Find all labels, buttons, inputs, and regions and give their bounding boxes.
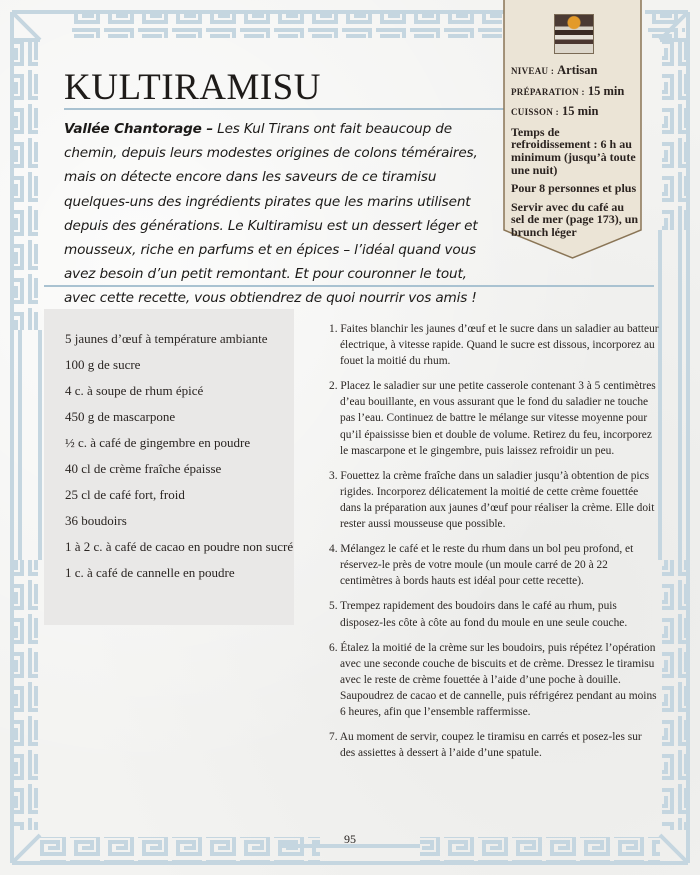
ingredient-item: 40 cl de crème fraîche épaisse xyxy=(65,461,222,476)
intro-text: Les Kul Tirans ont fait beaucoup de chemin, depuis leurs modestes origines de colons téméraires, mais on détecte encore dans les saveurs de ce tiramisu quelques-uns des ingrédients pirates que les marins utilisent depuis des générations. Le Kultiramisu est un dessert léger et mousseux, riche en parfums et en épices – l’idéal quand vous avez besoin d’un petit remontant. Et pour couronner le tout, avec cette recette, vous obtiendrez de quoi nourrir vos amis ! xyxy=(64,121,478,307)
ingredient-item: 5 jaunes d’œuf à température ambiante xyxy=(65,331,268,346)
preparation-steps xyxy=(329,321,659,770)
recipe-info-banner xyxy=(503,0,642,260)
step-item: 1. Faites blanchir les jaunes d’œuf et le sucre dans un saladier au batteur électrique, à vitesse rapide. Quand le sucre est dissous, incorporez au fouet la moitié du rhum. xyxy=(329,323,659,368)
recipe-title: KULTIRAMISU xyxy=(64,67,321,108)
ingredient-item: 25 cl de café fort, froid xyxy=(65,487,185,502)
pairing-suggestion: Servir avec du café au sel de mer (page 173), un brunch léger xyxy=(511,199,639,239)
prep-row xyxy=(511,85,639,99)
servings: Pour 8 personnes et plus xyxy=(511,181,637,196)
ingredient-item: 100 g de sucre xyxy=(65,357,141,372)
ingredient-item: 1 c. à café de cannelle en poudre xyxy=(65,565,235,580)
intro-location: Vallée Chantorage – xyxy=(64,121,213,137)
recipe-intro xyxy=(64,117,494,311)
cook-label: CUISSON : xyxy=(511,107,559,118)
ingredients-panel xyxy=(44,309,294,625)
cook-row xyxy=(511,105,639,119)
prep-label: PRÉPARATION : xyxy=(511,86,585,97)
step-item: 4. Mélangez le café et le reste du rhum dans un bol peu profond, et réservez-le près de votre moule (un moule carré de 20 à 22 centimètres à bords hauts est idéal pour cette recette). xyxy=(329,543,634,588)
step-item: 5. Trempez rapidement des boudoirs dans le café au rhum, puis disposez-les côte à côte au fond du moule en une seule couche. xyxy=(329,600,628,629)
page-number: 95 xyxy=(344,832,356,846)
ingredient-item: 1 à 2 c. à café de cacao en poudre non sucré xyxy=(65,539,294,554)
ingredient-item: 450 g de mascarpone xyxy=(65,409,176,424)
chill-time: Temps de refroidissement : 6 h au minimum (jusqu’à toute une nuit) xyxy=(511,124,636,177)
ingredients-list xyxy=(44,309,294,586)
level-label: NIVEAU : xyxy=(511,66,555,76)
step-item: 3. Fouettez la crème fraîche dans un saladier jusqu’à obtention de pics rigides. Incorporez délicatement la moitié de cette crème fouettée dans la préparation aux jaunes d’œuf pour réaliser la crème. Elle doit rester aussi mousseuse que possible. xyxy=(329,469,655,531)
level-value: Artisan xyxy=(557,63,598,77)
step-item: 2. Placez le saladier sur une petite casserole contenant 3 à 5 centimètres d’eau bouillante, en vous assurant que le fond du saladier ne touche pas l’eau. Continuez de battre le mélange sur vitesse moyenne pour qu’il épaississe bien et double de volume. Retirez du feu, incorporez le mascarpone et le gingembre, puis laissez refroidir un peu. xyxy=(329,380,656,457)
cook-value: 15 min xyxy=(561,104,599,119)
step-item: 7. Au moment de servir, coupez le tiramisu en carrés et posez-les sur des assiettes à dessert à l’aide d’une spatule. xyxy=(329,731,642,760)
tiramisu-thumbnail-image xyxy=(554,14,594,54)
step-item: 6. Étalez la moitié de la crème sur les boudoirs, puis répétez l’opération avec une seconde couche de biscuits et de crème. Dressez le tiramisu avec le reste de crème fouettée à l’aide d’une poche à douille. Saupoudrez de cacao et de cannelle, puis réfrigérez pendant au moins 6 heures, afin que l’ensemble raffermisse. xyxy=(329,641,657,718)
ingredient-item: 36 boudoirs xyxy=(65,513,127,528)
ingredient-item: 4 c. à soupe de rhum épicé xyxy=(65,383,204,398)
ingredient-item: ½ c. à café de gingembre en poudre xyxy=(65,435,251,450)
prep-value: 15 min xyxy=(587,83,625,98)
title-divider xyxy=(64,108,511,110)
level-row xyxy=(511,64,639,78)
